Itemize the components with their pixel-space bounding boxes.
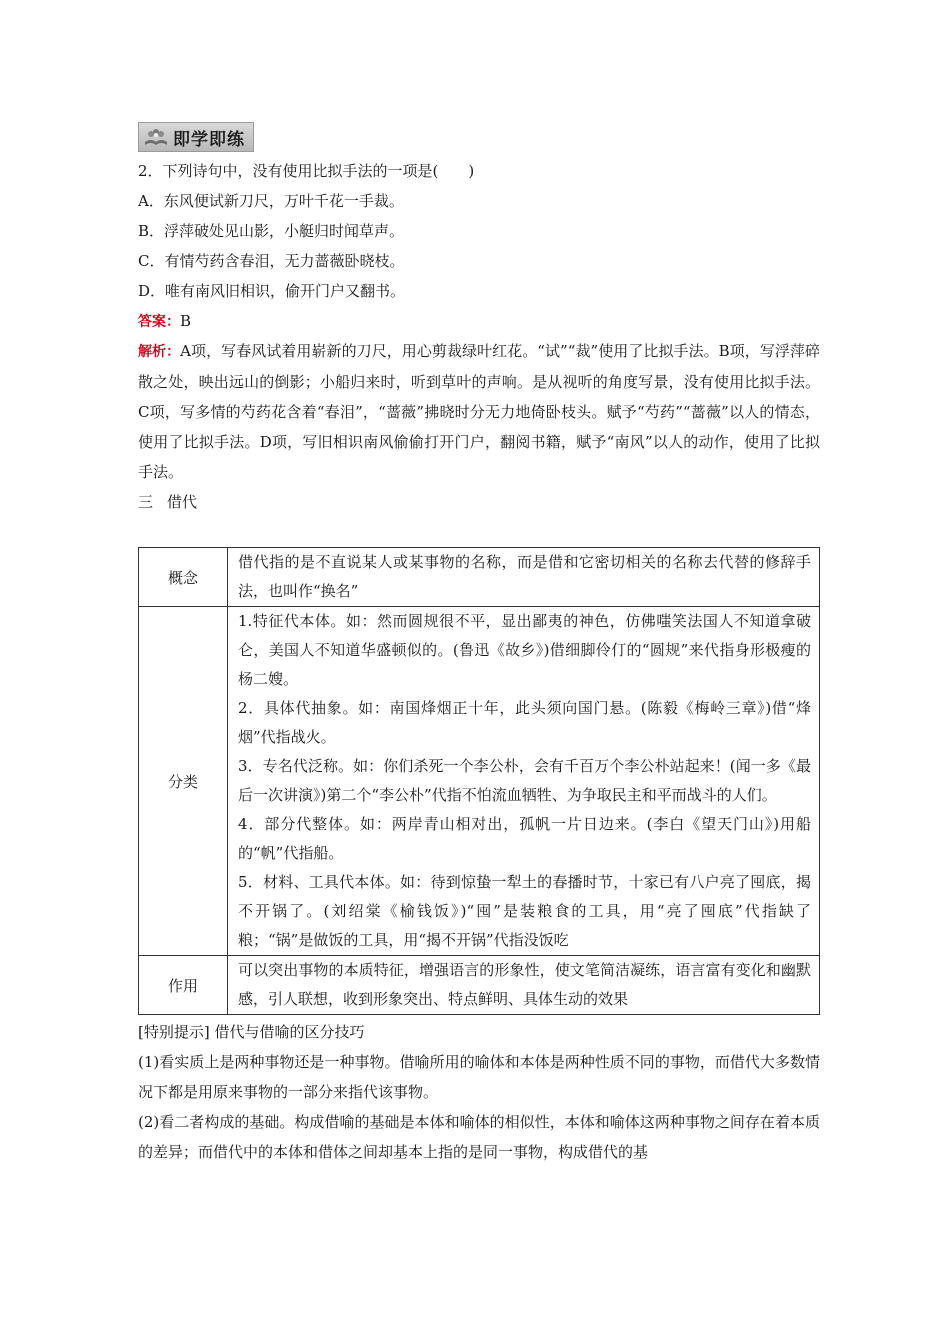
question-stem: 2．下列诗句中，没有使用比拟手法的一项是( ) <box>138 162 475 180</box>
option-b: B．浮萍破处见山影，小艇归时闻草声。 <box>138 222 405 240</box>
category-item-5: 5．材料、工具代本体。如：待到惊蛰一犁土的春播时节，十家已有八户亮了囤底，揭不开锅了。(刘绍棠《榆钱饭》)“囤”是装粮食的工具，用“亮了囤底”代指缺了粮；“锅”是做饭的工具，用“揭不开锅”代指没饭吃 <box>238 873 811 949</box>
option-a: A．东风便试新刀尺，万叶千花一手裁。 <box>138 192 404 210</box>
question-block <box>138 156 820 487</box>
book-flower-icon <box>143 126 169 148</box>
row-content-function <box>228 956 820 1015</box>
option-d: D．唯有南风旧相识，偷开门户又翻书。 <box>138 282 406 300</box>
table-row <box>139 607 820 956</box>
section-badge <box>138 122 254 152</box>
tip-heading <box>138 1017 820 1047</box>
tip-bracket-label: [特别提示] <box>138 1023 210 1041</box>
metonymy-table <box>138 547 820 1015</box>
category-item-1: 1.特征代本体。如：然而圆规很不平，显出鄙夷的神色，仿佛嗤笑法国人不知道拿破仑，美国人不知道华盛顿似的。(鲁迅《故乡》)借细脚伶仃的“圆规”来代指身形极瘦的杨二嫂。 <box>238 612 811 688</box>
answer-value: B <box>180 312 192 330</box>
section-heading <box>138 487 820 517</box>
answer-line <box>138 306 820 336</box>
table-row <box>139 548 820 607</box>
section-badge-label: 即学即练 <box>173 129 245 150</box>
analysis-label: 解析： <box>138 344 181 360</box>
table-row <box>139 956 820 1015</box>
row-label-function: 作用 <box>139 956 228 1015</box>
document-page <box>138 122 820 1167</box>
analysis-paragraph <box>138 336 820 487</box>
tip-point-2: (2)看二者构成的基础。构成借喻的基础是本体和喻体的相似性，本体和喻体这两种事物之间存在着本质的差异；而借代中的本体和借体之间却基本上指的是同一事物，构成借代的基 <box>138 1113 820 1161</box>
tip-point-1: (1)看实质上是两种事物还是一种事物。借喻所用的喻体和本体是两种性质不同的事物，而借代大多数情况下都是用原来事物的一部分来指代该事物。 <box>138 1053 820 1101</box>
table-cell-line: 可以突出事物的本质特征，增强语言的形象性，使文笔简洁凝练，语言富有变化和幽默感，引人联想，收到形象突出、特点鲜明、具体生动的效果 <box>238 961 811 1008</box>
row-content-concept <box>228 548 820 607</box>
section-title: 借代 <box>167 493 198 511</box>
table-cell-line: 借代指的是不直说某人或某事物的名称，而是借和它密切相关的名称去代替的修辞手法，也叫作“换名” <box>238 553 811 600</box>
row-content-category <box>228 607 820 956</box>
section-number: 三 <box>138 493 154 511</box>
row-label-concept: 概念 <box>139 548 228 607</box>
tip-title: 借代与借喻的区分技巧 <box>214 1023 365 1041</box>
category-item-3: 3．专名代泛称。如：你们杀死一个李公朴，会有千百万个李公朴站起来！(闻一多《最后一次讲演》)第二个“李公朴”代指不怕流血牺牲、为争取民主和平而战斗的人们。 <box>238 757 811 804</box>
option-c: C．有情芍药含春泪，无力蔷薇卧晓枝。 <box>138 252 405 270</box>
row-label-category: 分类 <box>139 607 228 956</box>
answer-label: 答案： <box>138 314 180 330</box>
category-item-2: 2．具体代抽象。如：南国烽烟正十年，此头须向国门悬。(陈毅《梅岭三章》)借“烽烟”代指战火。 <box>238 699 811 746</box>
analysis-text: A项，写春风试着用崭新的刀尺，用心剪裁绿叶红花。“试”“裁”使用了比拟手法。B项，写浮萍碎散之处，映出远山的倒影；小船归来时，听到草叶的声响。是从视听的角度写景，没有使用比拟手法。C项，写多情的芍药花含着“春泪”，“蔷薇”拂晓时分无力地倚卧枝头。赋予“芍药”“蔷薇”以人的情态，使用了比拟手法。D项，写旧相识南风偷偷打开门户，翻阅书籍，赋予“南风”以人的动作，使用了比拟手法。 <box>138 342 820 481</box>
special-tip <box>138 1017 820 1167</box>
category-item-4: 4．部分代整体。如：两岸青山相对出，孤帆一片日边来。(李白《望天门山》)用船的“帆”代指船。 <box>238 815 811 862</box>
